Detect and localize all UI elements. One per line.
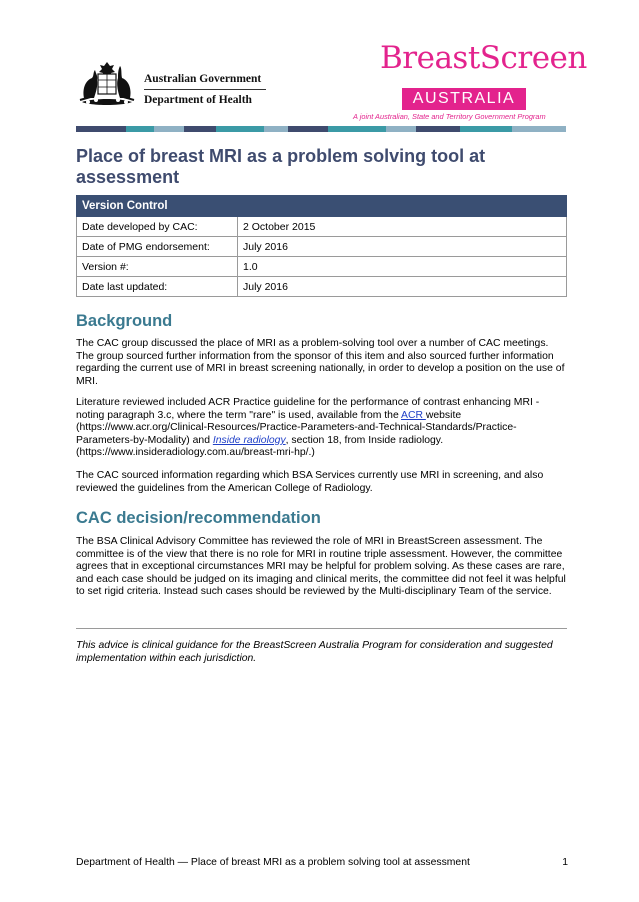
header-color-bar — [76, 126, 566, 132]
version-control-table — [76, 195, 567, 297]
page-header — [0, 0, 639, 132]
background-heading: Background — [76, 312, 173, 330]
row-label: Date developed by CAC: — [77, 217, 238, 237]
color-bar-segment — [184, 126, 216, 132]
background-paragraph-3: The CAC sourced information regarding which BSA Services currently use MRI in screening, and also reviewed the guidelines from the American College of Radiology. — [76, 470, 544, 494]
gov-name: Australian Government — [144, 73, 262, 85]
color-bar-segment — [512, 126, 566, 132]
page-number: 1 — [562, 857, 568, 868]
color-bar-segment — [386, 126, 416, 132]
color-bar-segment — [328, 126, 386, 132]
row-value: July 2016 — [238, 237, 567, 257]
inside-radiology-link[interactable]: Inside radiology — [212, 434, 286, 446]
breastscreen-logo — [350, 40, 587, 124]
document-title: Place of breast MRI as a problem solving tool at assessment — [76, 146, 486, 187]
coat-of-arms-icon — [74, 58, 140, 108]
background-p2-text-c: , section 18, from Inside radiology. (https://www.insideradiology.com.au/breast-mri-hp/.) — [76, 434, 444, 459]
color-bar-segment — [216, 126, 264, 132]
table-row — [77, 217, 567, 237]
australian-government-logo — [74, 58, 274, 108]
version-control-header: Version Control — [77, 196, 567, 217]
acr-link[interactable]: ACR — [401, 409, 426, 421]
breastscreen-tagline: A joint Australian, State and Territory Government Program — [353, 112, 546, 121]
row-value: 2 October 2015 — [238, 217, 567, 237]
clinical-guidance-note: This advice is clinical guidance for the BreastScreen Australia Program for consideration and suggested implementation within each jurisdiction. — [76, 640, 553, 664]
row-value: 1.0 — [238, 257, 567, 277]
color-bar-segment — [460, 126, 512, 132]
color-bar-segment — [154, 126, 184, 132]
color-bar-segment — [288, 126, 328, 132]
breastscreen-country: AUSTRALIA — [402, 88, 526, 110]
background-p2-text-b: website (https://www.acr.org/Clinical-Resources/Practice-Parameters-and-Technical-Standards/Practice-Parameters-by-Modality) and — [76, 409, 517, 446]
table-row — [77, 237, 567, 257]
color-bar-segment — [126, 126, 154, 132]
row-value: July 2016 — [238, 277, 567, 297]
color-bar-segment — [416, 126, 460, 132]
color-bar-segment — [264, 126, 288, 132]
gov-divider — [144, 89, 266, 90]
color-bar-segment — [76, 126, 126, 132]
background-p2-text-a: Literature reviewed included ACR Practice guideline for the performance of contrast enhancing MRI - noting paragraph 3.c, where the term "rare" is used, available from the — [76, 397, 540, 421]
breastscreen-name: BreastScreen — [380, 40, 587, 76]
footer-text: Department of Health — Place of breast MRI as a problem solving tool at assessment — [76, 857, 470, 868]
gov-dept: Department of Health — [144, 94, 252, 106]
background-paragraph-1: The CAC group discussed the place of MRI as a problem-solving tool over a number of CAC meetings. The group sourced further information from the sponsor of this item and also sourced further information regarding the current use of MRI in breast screening nationally, in order to develop a position on the use of MRI. — [76, 338, 565, 387]
decision-paragraph: The BSA Clinical Advisory Committee has reviewed the role of MRI in BreastScreen assessment. The committee is of the view that there is no role for MRI in routine triple assessment. However, the committee agrees that in exceptional circumstances MRI may be helpful for problem solving. As these cases are rare, and each case should be judged on its imaging and clinical merits, the committee did not feel it was helpful to set rigid criteria. Instead such cases should be reviewed by the Multi-disciplinary Team of the service. — [76, 536, 566, 598]
decision-heading: CAC decision/recommendation — [76, 509, 321, 527]
table-row — [77, 277, 567, 297]
divider-rule — [76, 628, 567, 629]
row-label: Date of PMG endorsement: — [77, 237, 238, 257]
table-row — [77, 257, 567, 277]
version-control-header-row — [77, 196, 567, 217]
page-footer — [76, 857, 568, 868]
row-label: Date last updated: — [77, 277, 238, 297]
background-paragraph-2 — [76, 397, 568, 460]
row-label: Version #: — [77, 257, 238, 277]
